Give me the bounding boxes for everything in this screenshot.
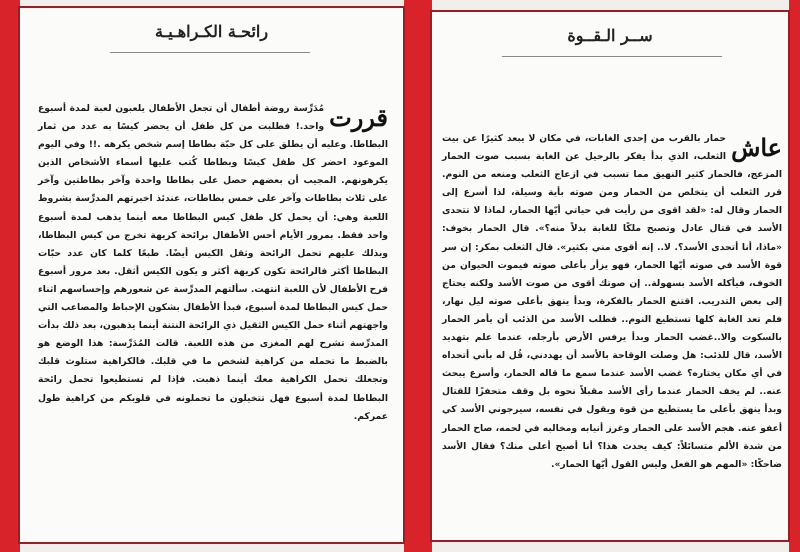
page-hatred-smell [18,6,405,544]
story-text [38,100,388,540]
dropcap-word: قررت [329,103,388,132]
page-secret-of-power [430,10,790,542]
red-border-right [789,0,800,552]
title-underline [110,52,310,53]
title-underline [502,56,722,57]
story-body: حمار بالقرب من إحدى الغابات، في مكان لا يبعد كثيرًا عن بيت الثعلب، الذي بدأ يفكر بالرحيل عن الغابة بسبب صوت الحمار المزعج، فالحمار كثير النهيق مما تسبب في ازعاج الثعلب ومنعه من النوم. قرر الثعلب أن يتخلص من الحمار ومن صوته بأية وسيلة، لذا أسرع إلى الحمار وقال له: «لقد اقوى من رأيت في حياتي أيّها الحمار، لماذا لا تتحدى الأسد في قتال عادل وتصبح ملكًا للغابة بدلاً منه؟». قال الحمار بخوف: «ماذا، أنا أتحدى الأسد؟. لا.. إنه أقوى مني بكثير». قال الثعلب بمكر: إن سر قوة الأسد في صوته أيّها الحمار، فهو يزأر بأعلى صوته فيموت الحيوان من الخوف، فيأكله الأسد بسهولة.. إن صوتك أقوى من صوت الأسد ولكنه يحتاج إلى بعض التدريب. اقتنع الحمار بالفكرة، وبدأ ينهق بأعلى صوته ليل نهار، فلم تعد الغابة كلها تستطيع النوم.. فطلب الأسد من الذئب أن يأمر الحمار بالسكوت والا..غضب الحمار وبدأ يرفس الأرض بأرجله، عندما علم بتهديد الأسد، قال للذئب: هل وصلت الوقاحة بالأسد أن يهددني، قُل له بأني أتحداه في أي مكان يختاره؟ غضب الأسد عندما سمع ما قاله الحمار، وأسرع يبحث عنه.. لم يخف الحمار عندما رأى الأسد مقبلاً نحوه بل وقف متحفزًا للقتال وبدأ ينهق بأعلى ما يستطيع من قوة ويقول في نفسه، سيرجوني الأسد كي أعفو عنه. هجم الأسد على الحمار وغرز أنيابه ومخالبه في لحمه، صاح الحمار من شدة الألم متسائلاً: كيف يحدث هذا؟ أنا أصيح أعلى منك؟ فقال الأسد ضاحكًا: «المهم هو الفعل وليس القول أيّها الحمار». [442,133,782,470]
page-title: ســر الـقــوة [567,26,653,45]
story-body: مُدَرِّسة روضة أطفال أن تجعل الأطفال يلعبون لعبة لمدة أسبوع واحد.! فطلبت من كل طفل أن يحضر كيسًا به عدد من ثمار البطاطا. وعليه أن يطلق على كل حبّة بطاطا إسم شخص يكرهه .!! وفي اليوم الموعود احضر كل طفل كيسًا وبطاطا كُتب عليها أسماء الأشخاص الذين يكرهونهم. المجيب أن بعضهم حصل على بطاطا واحدة وآخر بطاطتين وآخر على ثلاث بطاطات وآخر على خمس بطاطات، عندئذ اخبرتهم المدرِّسة بشروط اللعبة وهي: أن يحمل كل طفل كيس البطاطا معه أينما يذهب لمدة أسبوع واحد فقط. بمرور الأيام أحس الأطفال برائحة كريهة تخرج من كيس البطاطا، وبذلك عليهم تحمل الرائحة وثقل الكيس أيضًا. طبعًا كلما كان عدد حبّات البطاطا أكثر فالرائحة تكون كريهة أكثر و يكون الكيس أثقل. بعد مرور أسبوع فرح الأطفال لأن اللعبة انتهت. سألتهم المدرِّسة عن شعورهم وإحساسهم اثناء حمل كيس البطاطا لمدة أسبوع، فبدأ الأطفال بشكون الإحباط والمصاعب التي واجهتهم أثناء حمل الكيس الثقيل ذي الرائحة النتنة أينما يذهبون، بعد ذلك بدأت المدرِّسة تشرح لهم المغزى من هذه اللعبة. قالت المُدَرِّسة: هذا الوضع هو بالضبط ما تحمله من كراهية لشخص ما في قلبك. فالكراهية ستلوث قلبك وتجعلك تحمل الكراهية معك أينما ذهبت. فإذا لم تستطيعوا تحمل رائحة البطاطا لمدة أسبوع فهل تتخيلون ما تحملونه في قلوبكم من كراهية طول عمركم. [38,103,388,422]
page-title: رائحـة الكـراهـيـة [154,22,269,41]
red-border-middle [404,0,432,552]
dropcap-word: عاش [731,133,782,162]
story-text [442,130,782,540]
red-border-left [0,0,20,552]
